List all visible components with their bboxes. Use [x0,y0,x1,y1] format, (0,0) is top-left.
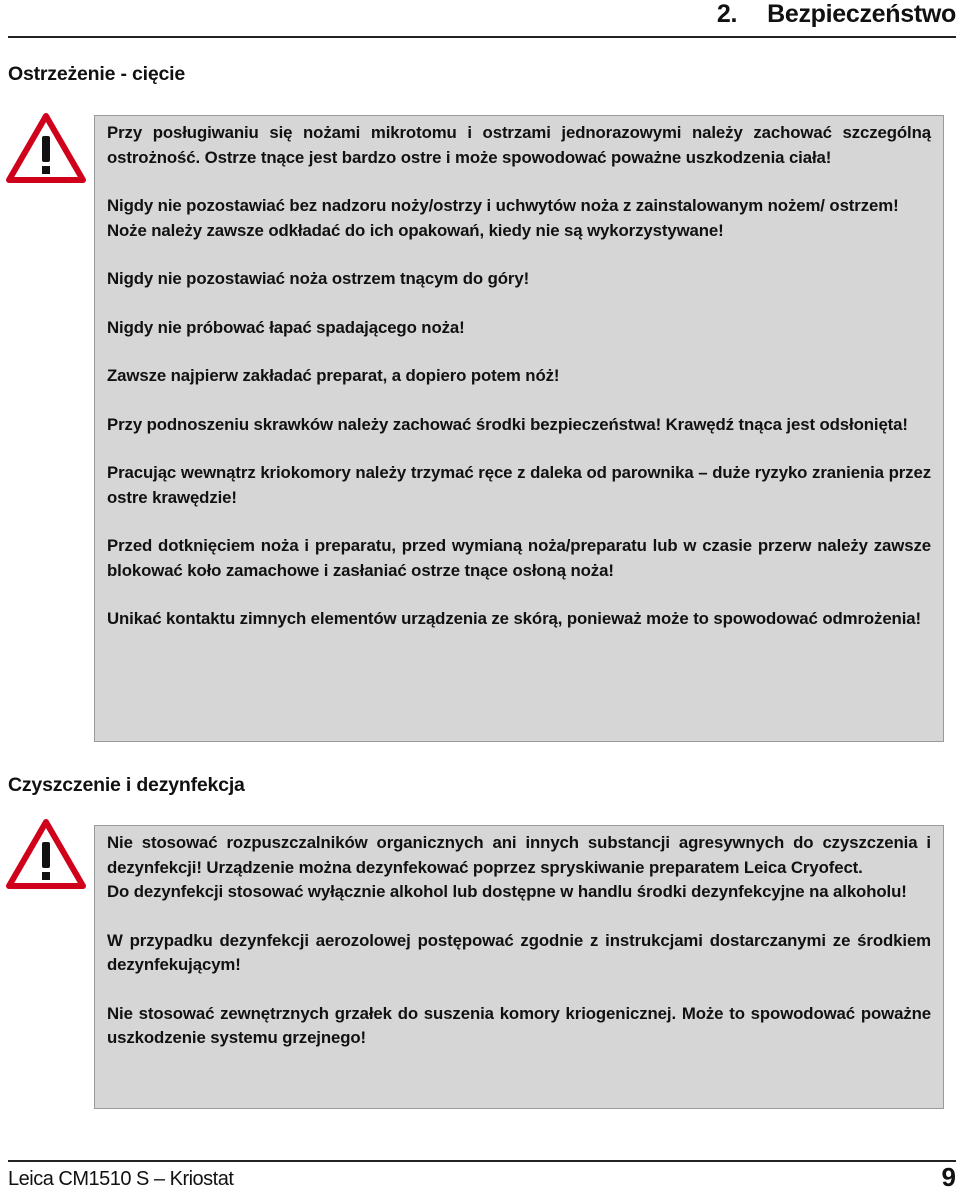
warning-text: Zawsze najpierw zakładać preparat, a dopiero potem nóż! [107,366,560,385]
warning-text: Nie stosować zewnętrznych grzałek do suszenia komory kriogenicznej. Może to spowodować poważne uszkodzenie systemu grzejnego! [107,1003,931,1047]
warning-text: Do dezynfekcji stosować wyłącznie alkohol lub dostępne w handlu środki dezynfekcyjne na alkoholu! [107,882,907,901]
warning-box-cutting [94,115,944,742]
warning-text: Przy podnoszeniu skrawków należy zachować środki bezpieczeństwa! Krawędź tnąca jest odsłonięta! [107,414,908,434]
warning-triangle-icon [6,818,86,890]
header-title [717,0,956,29]
section-heading: Bezpieczeństwo [767,0,956,28]
page-number: 9 [941,1162,956,1192]
warning-text: Pracując wewnątrz kriokomory należy trzymać ręce z daleka od parownika – duże ryzyko zranienia przez ostre krawędzie! [107,463,931,507]
section-title-cutting: Ostrzeżenie - cięcie [8,63,186,85]
warning-text: Nie stosować rozpuszczalników organicznych ani innych substancji agresywnych do czyszczenia i dezynfekcji! Urządzenie można dezynfekować poprzez spryskiwanie preparatem Leica Cryofect. [107,833,931,877]
warning-text: Nigdy nie próbować łapać spadającego noża! [107,317,465,337]
warning-text: Noże należy zawsze odkładać do ich opakowań, kiedy nie są wykorzystywane! [107,220,724,240]
warning-text: Unikać kontaktu zimnych elementów urządzenia ze skórą, ponieważ może to spowodować odmrożenia! [107,609,921,628]
warning-text: W przypadku dezynfekcji aerozolowej postępować zgodnie z instrukcjami dostarczanymi ze środkiem dezynfekującym! [107,930,931,974]
warning-text: Nigdy nie pozostawiać noża ostrzem tnącym do góry! [107,269,530,288]
warning-text: Przed dotknięciem noża i preparatu, przed wymianą noża/preparatu lub w czasie przerw należy zawsze blokować koło zamachowe i zasłaniać ostrze tnące osłoną noża! [107,536,931,580]
section-title-cleaning: Czyszczenie i dezynfekcja [8,774,245,796]
footer-product: Leica CM1510 S – Kriostat [8,1168,234,1190]
warning-triangle-icon [6,112,86,184]
section-number: 2. [716,0,738,28]
warning-text: Przy posługiwaniu się nożami mikrotomu i ostrzami jednorazowymi należy zachować szczególną ostrożność. Ostrze tnące jest bardzo ostre i może spowodować poważne uszkodzenia ciała! [107,123,931,167]
footer-divider [8,1160,956,1162]
warning-text: Nigdy nie pozostawiać bez nadzoru noży/ostrzy i uchwytów noża z zainstalowanym nożem/ ostrzem! [107,196,899,215]
header-divider [8,36,956,38]
warning-box-cleaning [94,825,944,1109]
